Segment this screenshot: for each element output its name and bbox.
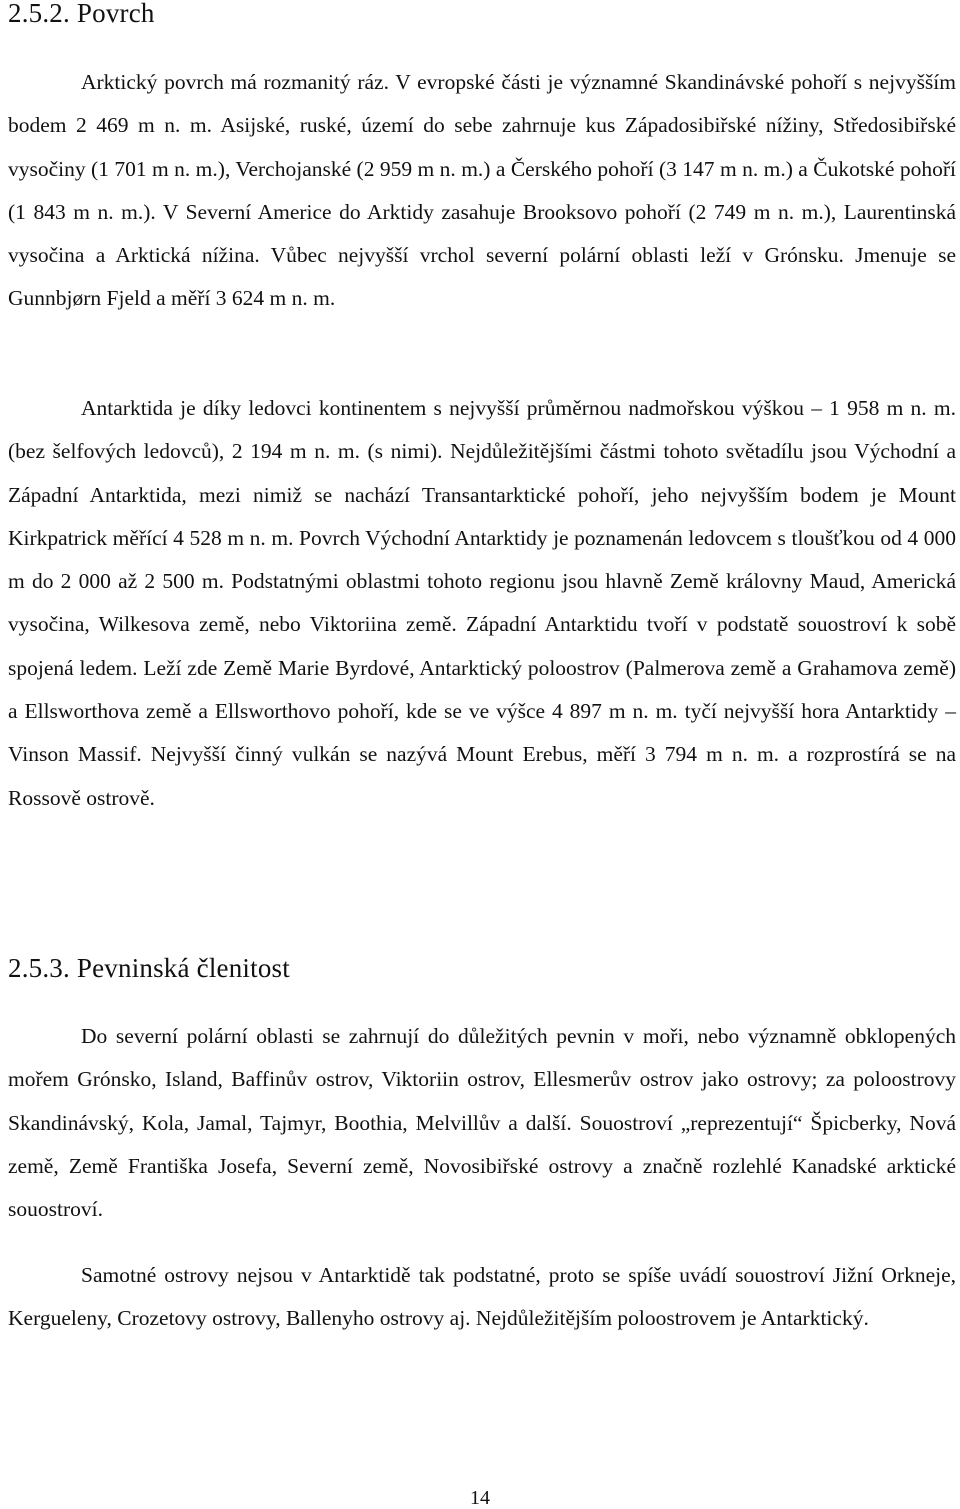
paragraph-arctic-landmasses: Do severní polární oblasti se zahrnují do důležitých pevnin v moři, nebo významně obklopených mořem Grónsko, Island, Baffinův ostrov, Viktoriin ostrov, Ellesmerův ostrov jako ostrovy; za poloostrovy Skandinávský, Kola, Jamal, Tajmyr, Boothia, Melvillův a další. Souostroví „reprezentují“ Špicberky, Nová země, Země Františka Josefa, Severní země, Novosibiřské ostrovy a značně rozlehlé Kanadské arktické souostroví. [8, 1024, 956, 1222]
page-number: 14 [470, 1487, 490, 1509]
section-heading-pevninska-clenitost: 2.5.3. Pevninská členitost [8, 953, 290, 983]
paragraph-arctic-surface: Arktický povrch má rozmanitý ráz. V evropské části je významné Skandinávské pohoří s nejvyšším bodem 2 469 m n. m. Asijské, ruské, území do sebe zahrnuje kus Západosibiřské nížiny, Středosibiřské vysočiny (1 701 m n. m.), Verchojanské (2 959 m n. m.) a Čerského pohoří (3 147 m n. m.) a Čukotské pohoří (1 843 m n. m.). V Severní Americe do Arktidy zasahuje Brooksovo pohoří (2 749 m n. m.), Laurentinská vysočina a Arktická nížina. Vůbec nejvyšší vrchol severní polární oblasti leží v Grónsku. Jmenuje se Gunnbjørn Fjeld a měří 3 624 m n. m. [8, 70, 956, 311]
paragraph-antarctic-islands: Samotné ostrovy nejsou v Antarktidě tak podstatné, proto se spíše uvádí souostroví Jižní Orkneje, Kergueleny, Crozetovy ostrovy, Ballenyho ostrovy aj. Nejdůležitějším poloostrovem je Antarktický. [8, 1263, 956, 1331]
paragraph-antarctic-surface: Antarktida je díky ledovci kontinentem s nejvyšší průměrnou nadmořskou výškou – 1 958 m n. m. (bez šelfových ledovců), 2 194 m n. m. (s nimi). Nejdůležitějšími částmi tohoto světadílu jsou Východní a Západní Antarktida, mezi nimiž se nachází Transantarktické pohoří, jeho nejvyšším bodem je Mount Kirkpatrick měřící 4 528 m n. m. Povrch Východní Antarktidy je poznamenán ledovcem s tloušťkou od 4 000 m do 2 000 až 2 500 m. Podstatnými oblastmi tohoto regionu jsou hlavně Země královny Maud, Americká vysočina, Wilkesova země, nebo Viktoriina země. Západní Antarktidu tvoří v podstatě souostroví k sobě spojená ledem. Leží zde Země Marie Byrdové, Antarktický poloostrov (Palmerova země a Grahamova země) a Ellsworthova země a Ellsworthovo pohoří, kde se ve výšce 4 897 m n. m. tyčí nejvyšší hora Antarktidy – Vinson Massif. Nejvyšší činný vulkán se nazývá Mount Erebus, měří 3 794 m n. m. a rozprostírá se na Rossově ostrově. [8, 396, 956, 810]
section-heading-povrch: 2.5.2. Povrch [8, 0, 155, 28]
